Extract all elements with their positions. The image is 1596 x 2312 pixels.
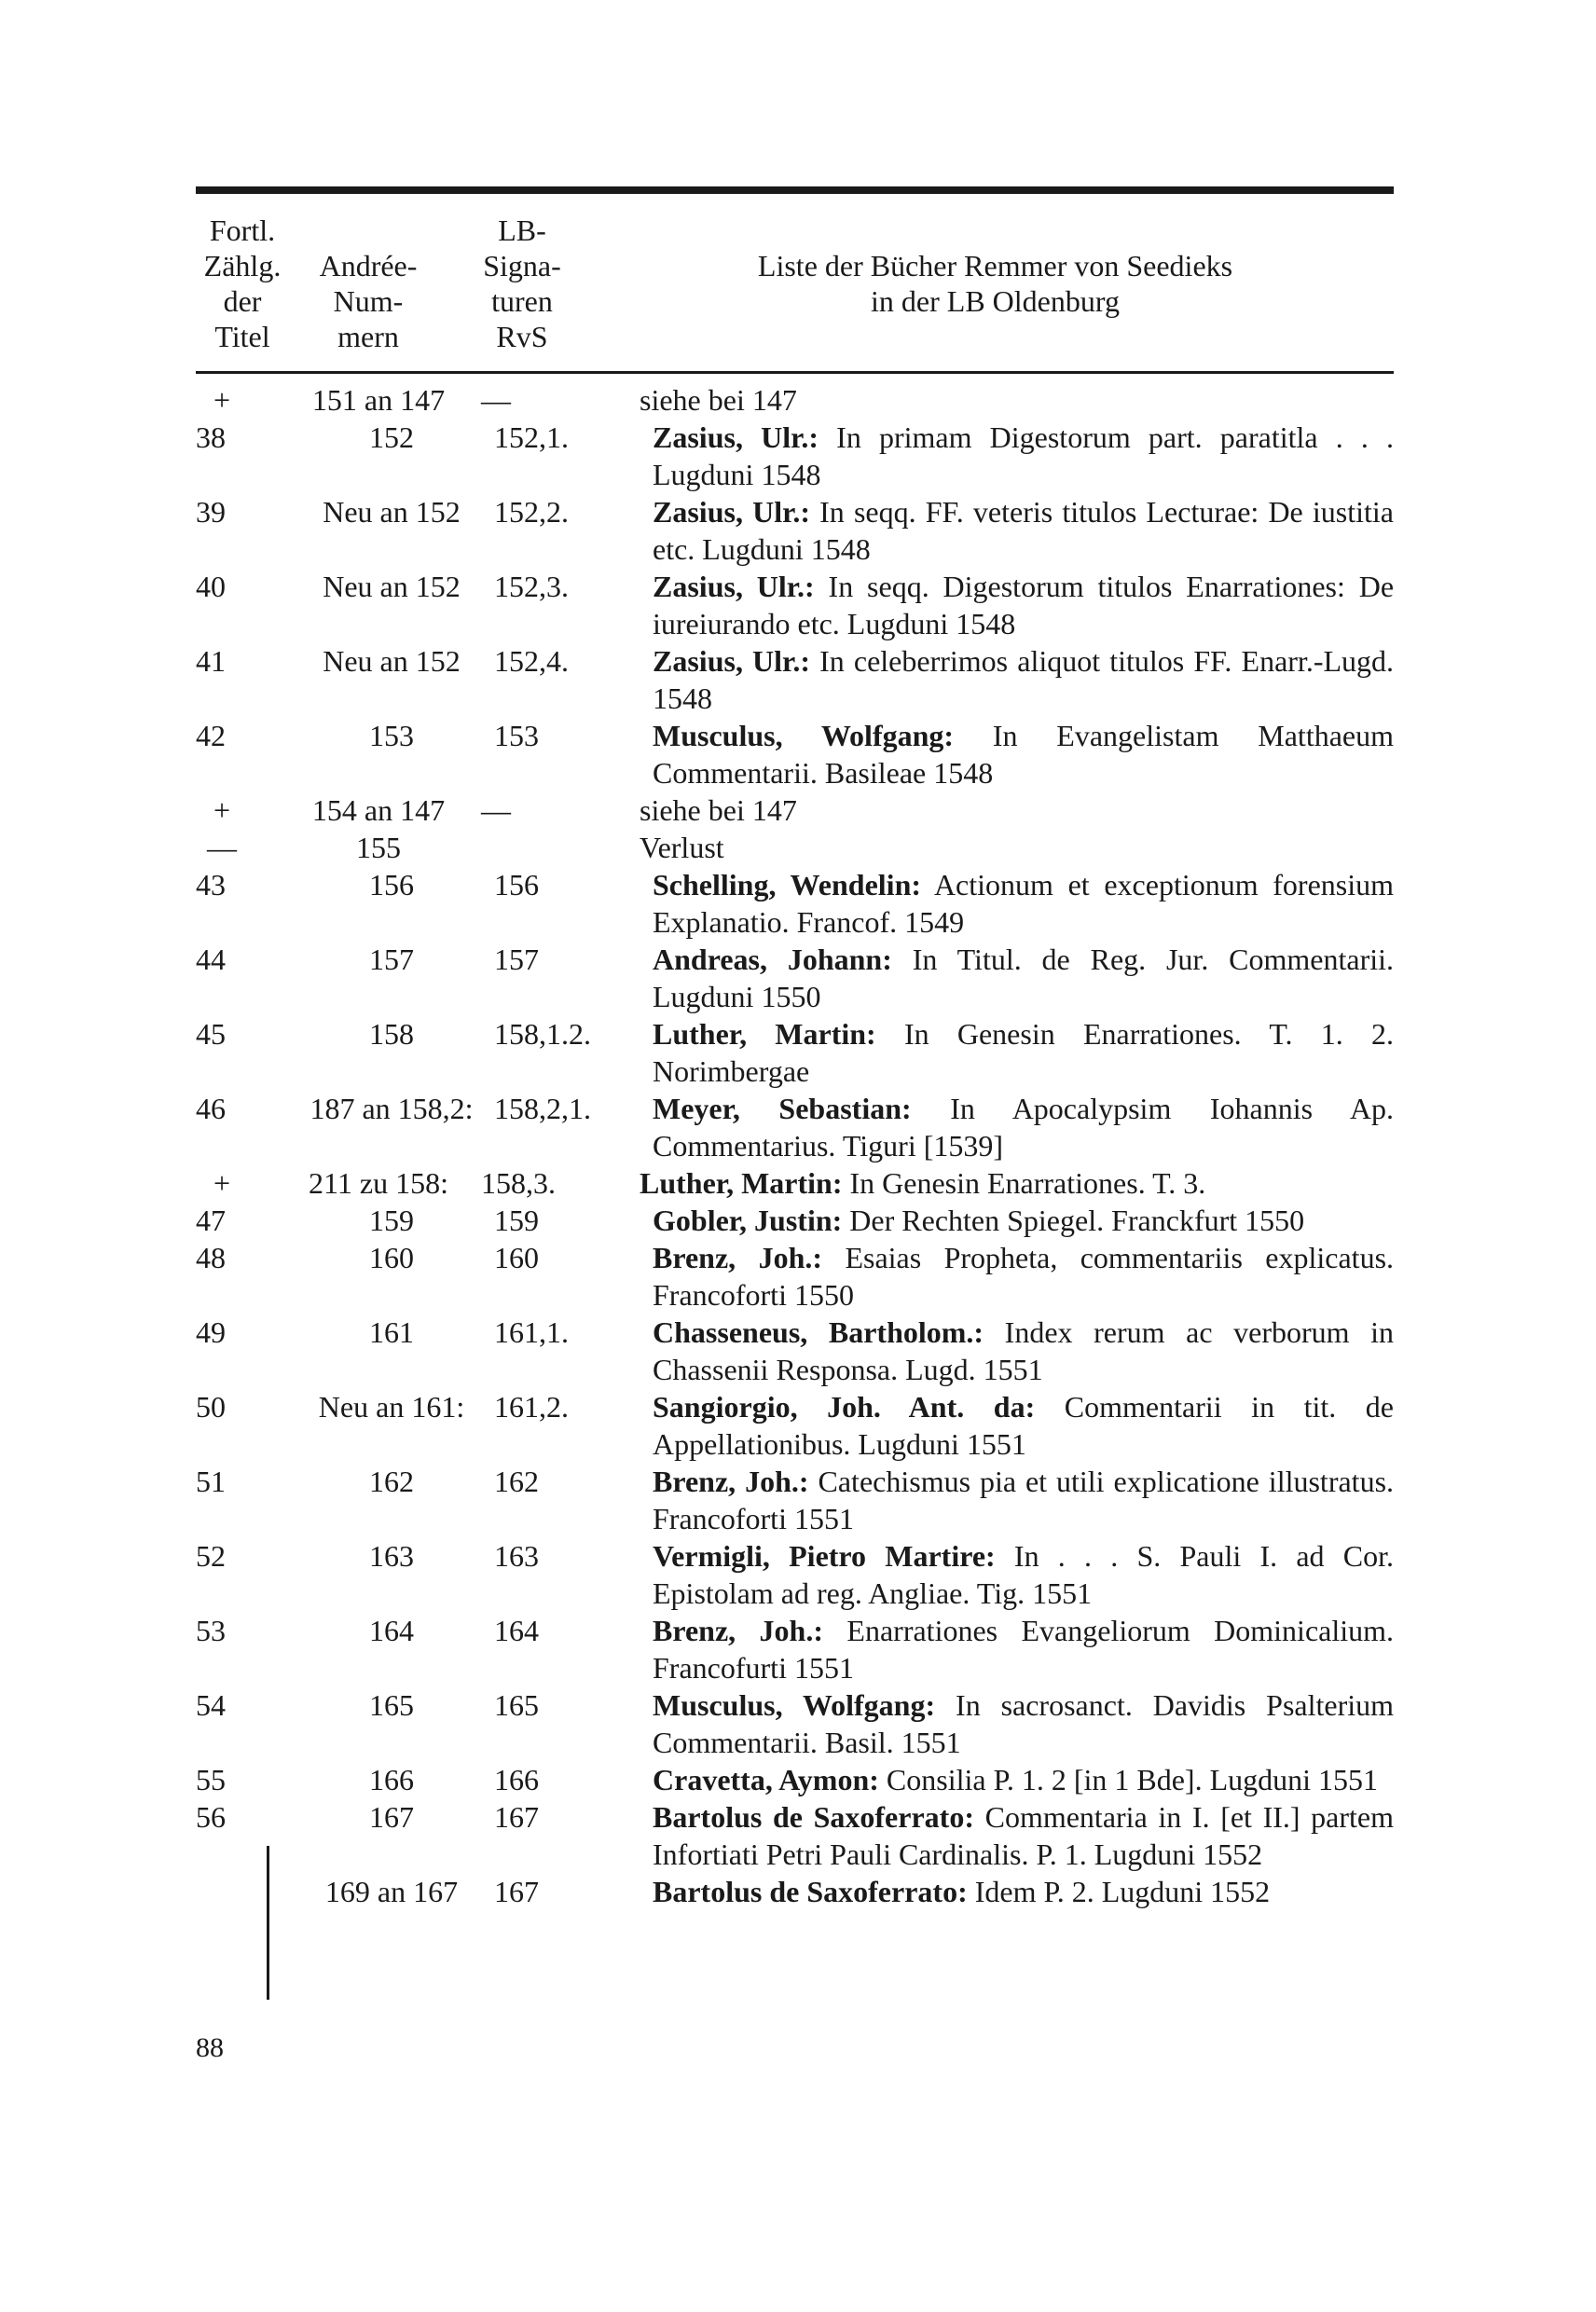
table-row bbox=[196, 1463, 1394, 1537]
row-title-text: siehe bei 147 bbox=[640, 383, 797, 417]
row-count: 40 bbox=[196, 570, 226, 603]
row-author: Brenz, Joh.: bbox=[653, 1614, 824, 1647]
row-title bbox=[653, 1314, 1394, 1388]
row-title bbox=[640, 791, 1394, 829]
row-signature: 162 bbox=[494, 1465, 539, 1498]
row-count: 50 bbox=[196, 1390, 226, 1424]
row-signature: 167 bbox=[494, 1800, 539, 1834]
row-andree-number: Neu an 152 bbox=[323, 644, 461, 678]
row-title-text: Commentaria in I. [et II.] partem Infortiati Petri Pauli Cardinalis. P. 1. Lugduni 1552 bbox=[653, 1800, 1394, 1871]
grouping-bracket bbox=[267, 1846, 275, 2000]
row-author: Luther, Martin: bbox=[653, 1017, 876, 1051]
row-title bbox=[653, 1537, 1394, 1612]
row-andree-number: 165 bbox=[369, 1688, 414, 1722]
row-author: Musculus, Wolfgang: bbox=[653, 1688, 936, 1722]
table-body bbox=[196, 374, 1394, 1910]
row-count: 47 bbox=[196, 1204, 226, 1237]
row-title-text: In Genesin Enarrationes. T. 1. 2. Norimbergae bbox=[653, 1017, 1395, 1088]
row-author: Sangiorgio, Joh. Ant. da: bbox=[653, 1390, 1036, 1424]
row-author: Schelling, Wendelin: bbox=[653, 868, 922, 901]
row-author: Brenz, Joh.: bbox=[653, 1465, 809, 1498]
row-author: Chasseneus, Bartholom.: bbox=[653, 1315, 984, 1349]
row-title bbox=[653, 1015, 1394, 1090]
row-signature: 158,1.2. bbox=[494, 1017, 591, 1051]
row-author: Luther, Martin: bbox=[640, 1166, 843, 1200]
row-signature: 164 bbox=[494, 1614, 539, 1647]
table-row bbox=[196, 941, 1394, 1015]
table-row bbox=[196, 1873, 1394, 1910]
table-row bbox=[196, 493, 1394, 568]
row-andree-number: Neu an 161: bbox=[318, 1390, 465, 1424]
row-andree-number: 159 bbox=[369, 1204, 414, 1237]
row-signature: 159 bbox=[494, 1204, 539, 1237]
row-author: Bartolus de Saxoferrato: bbox=[653, 1875, 968, 1908]
row-title-text: Verlust bbox=[640, 831, 724, 864]
book-list-table bbox=[196, 186, 1394, 1910]
row-count: 54 bbox=[196, 1688, 226, 1722]
row-title-text: In Evangelistam Matthaeum Commentarii. Basileae 1548 bbox=[653, 719, 1394, 790]
row-author: Gobler, Justin: bbox=[653, 1204, 843, 1237]
row-title-text: In seqq. Digestorum titulos Enarrationes: De iureiurando etc. Lugduni 1548 bbox=[653, 570, 1395, 640]
row-title-text: In celeberrimos aliquot titulos FF. Enarr.-Lugd. 1548 bbox=[653, 644, 1395, 715]
table-row bbox=[196, 381, 1394, 419]
row-title bbox=[653, 941, 1394, 1015]
row-signature: 152,4. bbox=[494, 644, 569, 678]
row-count: + bbox=[213, 383, 231, 417]
row-title-text: Commentarii in tit. de Appellationibus. Lugduni 1551 bbox=[653, 1390, 1395, 1461]
table-row bbox=[196, 791, 1394, 829]
row-title bbox=[653, 1686, 1394, 1761]
row-andree-number: 157 bbox=[369, 943, 414, 976]
row-signature: 153 bbox=[494, 719, 539, 752]
table-row bbox=[196, 1537, 1394, 1612]
row-andree-number: 160 bbox=[369, 1241, 414, 1274]
row-andree-number: 161 bbox=[369, 1315, 414, 1349]
row-title bbox=[653, 1798, 1394, 1873]
row-count: 38 bbox=[196, 420, 226, 454]
row-title bbox=[653, 1612, 1394, 1686]
row-count: 41 bbox=[196, 644, 226, 678]
row-title-text: Enarrationes Evangeliorum Dominicalium. Francofurti 1551 bbox=[653, 1614, 1395, 1685]
row-signature: 152,1. bbox=[494, 420, 569, 454]
row-title-text: In Titul. de Reg. Jur. Commentarii. Lugduni 1550 bbox=[653, 943, 1395, 1013]
row-signature: — bbox=[481, 383, 511, 417]
row-author: Andreas, Johann: bbox=[653, 943, 892, 976]
row-signature: 160 bbox=[494, 1241, 539, 1274]
row-title-text: Actionum et exceptionum forensium Explanatio. Francof. 1549 bbox=[653, 868, 1395, 939]
row-signature: 152,2. bbox=[494, 495, 569, 529]
row-title bbox=[640, 1164, 1394, 1202]
row-count: 45 bbox=[196, 1017, 226, 1051]
row-andree-number: 151 an 147 bbox=[311, 383, 446, 417]
row-count: 48 bbox=[196, 1241, 226, 1274]
row-title bbox=[653, 1761, 1394, 1798]
row-andree-number: Neu an 152 bbox=[323, 570, 461, 603]
row-signature: 158,2,1. bbox=[494, 1092, 591, 1125]
row-author: Meyer, Sebastian: bbox=[653, 1092, 912, 1125]
row-andree-number: 211 zu 158: bbox=[309, 1166, 448, 1200]
row-title-text: In sacrosanct. Davidis Psalterium Commentarii. Basil. 1551 bbox=[653, 1688, 1395, 1759]
row-andree-number: Neu an 152 bbox=[323, 495, 461, 529]
row-andree-number: 156 bbox=[369, 868, 414, 901]
row-title bbox=[640, 829, 1394, 866]
table-row bbox=[196, 1686, 1394, 1761]
row-signature: 152,3. bbox=[494, 570, 569, 603]
row-andree-number: 164 bbox=[369, 1614, 414, 1647]
row-title bbox=[653, 568, 1394, 642]
row-signature: 156 bbox=[494, 868, 539, 901]
row-andree-number: 187 an 158,2: bbox=[310, 1092, 474, 1125]
row-title bbox=[653, 493, 1394, 568]
row-count: 42 bbox=[196, 719, 226, 752]
row-author: Zasius, Ulr.: bbox=[653, 644, 810, 678]
row-count: + bbox=[213, 1166, 231, 1200]
row-title-text: Idem P. 2. Lugduni 1552 bbox=[974, 1875, 1271, 1908]
row-title bbox=[653, 642, 1394, 717]
table-row bbox=[196, 1798, 1394, 1873]
table-row bbox=[196, 1761, 1394, 1798]
row-signature: 167 bbox=[494, 1875, 539, 1908]
row-title bbox=[653, 1873, 1394, 1910]
row-signature: 161,2. bbox=[494, 1390, 569, 1424]
row-signature: 165 bbox=[494, 1688, 539, 1722]
row-title-text: In Apocalypsim Iohannis Ap. Commentarius. Tiguri [1539] bbox=[653, 1092, 1395, 1163]
row-author: Zasius, Ulr.: bbox=[653, 495, 810, 529]
header-col-signature: LB- Signa- turen RvS bbox=[483, 213, 561, 353]
row-author: Vermigli, Pietro Martire: bbox=[653, 1539, 996, 1573]
row-author: Zasius, Ulr.: bbox=[653, 570, 815, 603]
row-count: 55 bbox=[196, 1763, 226, 1796]
row-author: Musculus, Wolfgang: bbox=[653, 719, 955, 752]
row-count: 49 bbox=[196, 1315, 226, 1349]
row-count: 43 bbox=[196, 868, 226, 901]
row-count: 56 bbox=[196, 1800, 226, 1834]
row-andree-number: 162 bbox=[369, 1465, 414, 1498]
table-row bbox=[196, 1164, 1394, 1202]
table-row bbox=[196, 1314, 1394, 1388]
row-title bbox=[653, 1463, 1394, 1537]
table-row bbox=[196, 829, 1394, 866]
row-andree-number: 166 bbox=[369, 1763, 414, 1796]
row-count: + bbox=[213, 793, 231, 827]
row-title-text: In Genesin Enarrationes. T. 3. bbox=[849, 1166, 1206, 1200]
row-title-text: Index rerum ac verborum in Chassenii Responsa. Lugd. 1551 bbox=[653, 1315, 1394, 1386]
row-title-text: Catechismus pia et utili explicatione illustratus. Francoforti 1551 bbox=[653, 1465, 1395, 1535]
row-author: Brenz, Joh.: bbox=[653, 1241, 823, 1274]
table-row bbox=[196, 717, 1394, 791]
row-author: Zasius, Ulr.: bbox=[653, 420, 819, 454]
row-signature: 166 bbox=[494, 1763, 539, 1796]
row-count: 44 bbox=[196, 943, 226, 976]
row-andree-number: 169 an 167 bbox=[324, 1875, 459, 1908]
row-count: 39 bbox=[196, 495, 226, 529]
row-count: 52 bbox=[196, 1539, 226, 1573]
row-count: — bbox=[207, 831, 237, 864]
row-andree-number: 158 bbox=[369, 1017, 414, 1051]
row-title bbox=[653, 419, 1394, 493]
row-title-text: In seqq. FF. veteris titulos Lecturae: De iustitia etc. Lugduni 1548 bbox=[653, 495, 1394, 566]
row-title bbox=[653, 717, 1394, 791]
row-andree-number: 152 bbox=[369, 420, 414, 454]
row-title bbox=[653, 866, 1394, 941]
row-author: Bartolus de Saxoferrato: bbox=[653, 1800, 974, 1834]
row-author: Cravetta, Aymon: bbox=[653, 1763, 879, 1796]
row-signature: 158,3. bbox=[481, 1166, 556, 1200]
table-row bbox=[196, 1202, 1394, 1239]
row-andree-number: 167 bbox=[369, 1800, 414, 1834]
row-count bbox=[196, 1873, 261, 1910]
table-row bbox=[196, 866, 1394, 941]
row-signature: 161,1. bbox=[494, 1315, 569, 1349]
row-andree-number: 154 an 147 bbox=[311, 793, 446, 827]
row-count: 53 bbox=[196, 1614, 226, 1647]
row-andree-number: 155 bbox=[356, 831, 401, 864]
row-title-text: Esaias Propheta, commentariis explicatus. Francoforti 1550 bbox=[653, 1241, 1395, 1312]
row-title bbox=[653, 1202, 1394, 1239]
table-row bbox=[196, 642, 1394, 717]
table-row bbox=[196, 1388, 1394, 1463]
page-number: 88 bbox=[196, 2032, 224, 2063]
row-signature: — bbox=[481, 793, 511, 827]
row-title bbox=[653, 1090, 1394, 1164]
row-title bbox=[640, 381, 1394, 419]
table-header bbox=[196, 194, 1394, 371]
header-col-title: Liste der Bücher Remmer von Seedieks in der LB Oldenburg bbox=[757, 249, 1233, 318]
row-title-text: In primam Digestorum part. paratitla . . . Lugduni 1548 bbox=[653, 420, 1395, 491]
row-title bbox=[653, 1239, 1394, 1314]
table-row bbox=[196, 1239, 1394, 1314]
row-count: 51 bbox=[196, 1465, 226, 1498]
top-rule bbox=[196, 186, 1394, 194]
row-title-text: Consilia P. 1. 2 [in 1 Bde]. Lugduni 1551 bbox=[886, 1763, 1379, 1796]
row-andree-number: 163 bbox=[369, 1539, 414, 1573]
row-signature bbox=[481, 829, 640, 866]
row-signature: 163 bbox=[494, 1539, 539, 1573]
table-row bbox=[196, 1612, 1394, 1686]
header-col-count: Fortl. Zählg. der Titel bbox=[203, 213, 282, 353]
row-title-text: In . . . S. Pauli I. ad Cor. Epistolam ad reg. Angliae. Tig. 1551 bbox=[653, 1539, 1394, 1610]
row-title-text: Der Rechten Spiegel. Franckfurt 1550 bbox=[849, 1204, 1305, 1237]
row-count: 46 bbox=[196, 1092, 226, 1125]
row-title-text: siehe bei 147 bbox=[640, 793, 797, 827]
table-row bbox=[196, 568, 1394, 642]
table-row bbox=[196, 419, 1394, 493]
row-signature: 157 bbox=[494, 943, 539, 976]
row-title bbox=[653, 1388, 1394, 1463]
row-andree-number: 153 bbox=[369, 719, 414, 752]
table-row bbox=[196, 1015, 1394, 1090]
header-col-andree: Andrée- Num- mern bbox=[319, 249, 418, 353]
table-row bbox=[196, 1090, 1394, 1164]
